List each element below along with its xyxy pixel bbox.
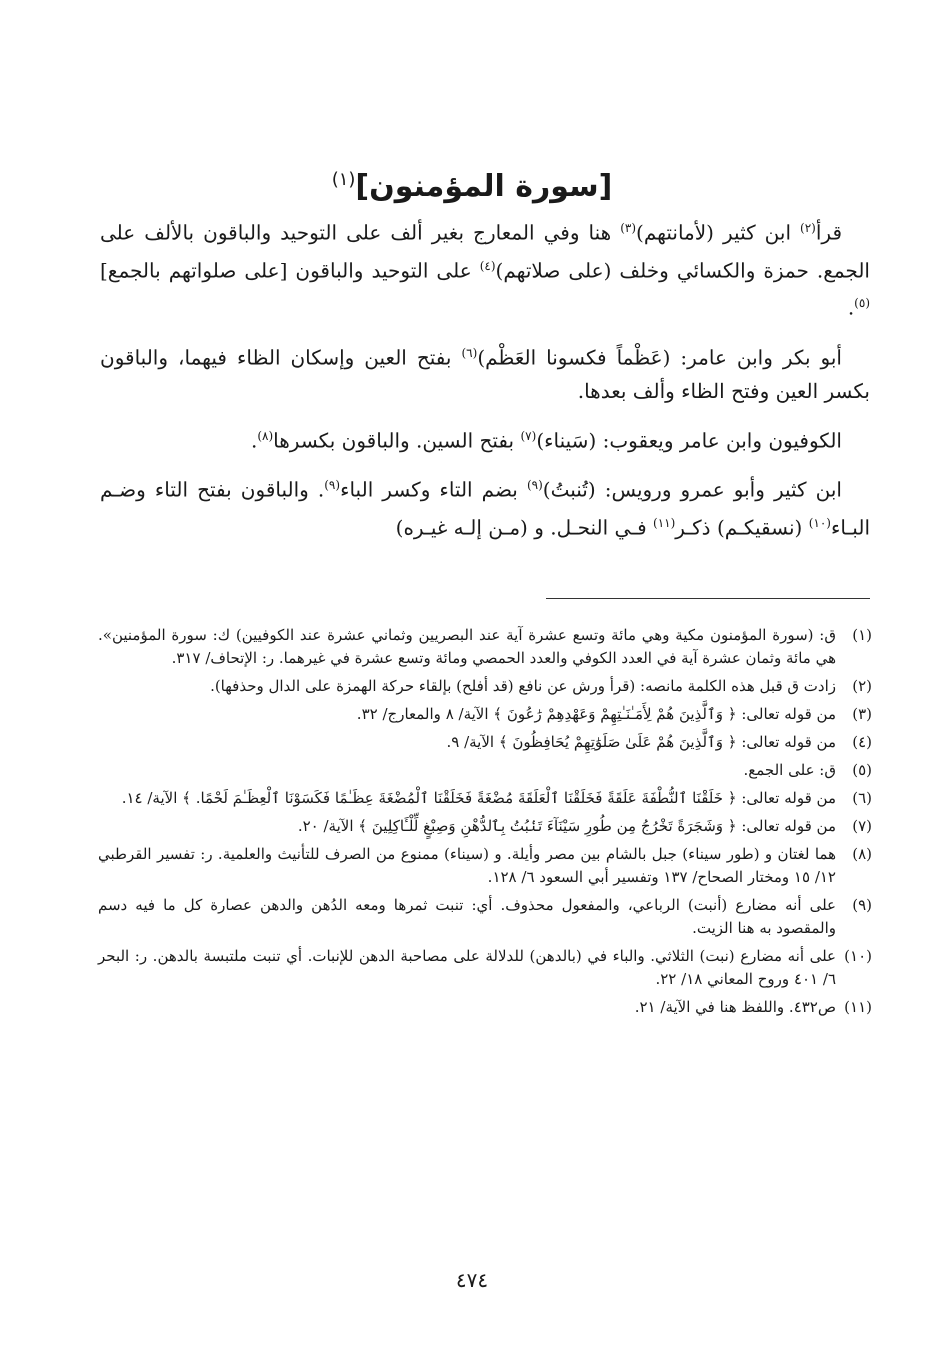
footnote-number: (٤): [852, 733, 872, 751]
footnote-number: (٢): [852, 677, 872, 695]
footnote: [98, 815, 872, 838]
footnote-ref: (٦): [461, 345, 478, 360]
footnote-number: (٣): [852, 705, 872, 723]
text-run: ابن كثير وأبو عمرو ورويس: (تُنبتُ): [542, 477, 842, 502]
footnote: [98, 759, 872, 782]
footnote-ref: (١): [331, 169, 356, 190]
footnote-number: (١١): [844, 998, 872, 1016]
footnote-text: من قوله تعالى: ﴿ وَشَجَرَةً تَخْرُجُ مِن طُورِ سَيْنَآءَ تَنۢبُتُ بِٱلدُّهْنِ وَصِبْغٍ لِّلْـَٔاكِلِينَ ﴾ الآية/ ٢٠.: [297, 817, 836, 835]
footnote: [98, 843, 872, 889]
text-run: على التوحيد والباقون [على صلواتهم بالجمع]: [100, 258, 480, 283]
footnote-number: (٦): [852, 789, 872, 807]
footnote-number: (٧): [852, 817, 872, 835]
paragraph-1: [100, 212, 870, 325]
text-run: أبو بكر وابن عامر: (عَظْماً فكسونا العَظْم): [477, 345, 842, 370]
surah-title-text: [سورة المؤمنون]: [355, 169, 613, 204]
footnote-text: هما لغتان و (طور سيناء) جبل بالشام بين مصر وأيلة. و (سيناء) ممنوع من الصرف للتأنيث والعلمية. ر: تفسير القرطبي ١٢/ ١٥ ومختار الصحاح/ ١٣٧ وتفسير أبي السعود ٦/ ١٢٨.: [98, 845, 836, 886]
footnote-ref: (٩): [526, 478, 543, 493]
text-run: فـي النحـل. و (مـن إلـه غيـره): [395, 515, 653, 540]
text-run: . والباقون بفتح التاء وضـم البـاء: [100, 477, 870, 540]
footnote: [98, 703, 872, 726]
footnote-number: (٨): [852, 845, 872, 863]
footnote-ref: (١٠): [808, 515, 831, 530]
page-number: ٤٧٤: [455, 1268, 489, 1292]
footnote-number: (١): [852, 626, 872, 644]
text-run: .: [847, 295, 855, 320]
footnote: [98, 996, 872, 1019]
footnote-text: من قوله تعالى: ﴿ وَٱلَّذِينَ هُمْ عَلَىٰ صَلَوَٰتِهِمْ يُحَافِظُونَ ﴾ الآية/ ٩.: [446, 733, 836, 751]
footnote-ref: (٩): [324, 478, 341, 493]
footnote-text: ق: على الجمع.: [743, 761, 836, 779]
paragraph-3: [100, 420, 870, 458]
footnote-text: على أنه مضارع (نبت) الثلاثي. والباء في (بالدهن) للدلالة على مصاحبة الدهن للإنبات. أي تنبت ملتبسة بالدهن. ر: البحر ٦/ ٤٠١ وروح المعاني ١٨/ ٢٢.: [98, 947, 836, 988]
footnote-ref: (٧): [520, 428, 537, 443]
text-run: هنا وفي المعارج بغير ألف على التوحيد والباقون بالألف على الجمع. حمزة والكسائي وخلف (على صلاتهم): [100, 220, 870, 283]
text-run: بفتح العين وإسكان الظاء فيهما، والباقون بكسر العين وفتح الظاء وألف بعدها.: [100, 345, 870, 403]
footnote: [98, 675, 872, 698]
footnote-ref: (٥): [854, 296, 870, 311]
footnote-ref: (٣): [620, 221, 637, 235]
text-run: .: [250, 428, 258, 453]
footnote-number: (٥): [852, 761, 872, 779]
paragraph-2: [100, 337, 870, 408]
surah-title: [0, 150, 944, 217]
footnote-ref: (٢): [800, 221, 816, 235]
footnote-text: زادت ق قبل هذه الكلمة مانصه: (قرأ ورش عن نافع (قد أفلح) بإلقاء حركة الهمزة على الدال وحذفها).: [210, 677, 836, 695]
text-run: الكوفيون وابن عامر ويعقوب: (سَيناء): [536, 428, 842, 453]
footnote-text: من قوله تعالى: ﴿ خَلَقْنَا ٱلنُّطْفَةَ عَلَقَةً فَخَلَقْنَا ٱلْعَلَقَةَ مُضْغَةً فَخَلَقْنَا ٱلْمُضْغَةَ عِظَـٰمًا فَكَسَوْنَا ٱلْعِظَـٰمَ لَحْمًا. ﴾ الآية/ ١٤.: [121, 789, 836, 807]
text-run: بضم التاء وكسر الباء: [340, 477, 527, 502]
footnotes: [98, 624, 872, 1024]
footnote-ref: (٨): [257, 428, 274, 443]
paragraph-4: [100, 469, 870, 544]
footnote-text: على أنه مضارع (أنبت) الرباعي، والمفعول محذوف. أي: تنبت ثمرها ومعه الدُهن والدهن عصارة كل ما فيه دسم والمقصود به هنا الزيت.: [98, 896, 836, 937]
text-run: (نسقيكـم) ذكـر: [675, 515, 809, 540]
text-run: قرأ: [815, 220, 843, 245]
main-text: [100, 212, 870, 545]
footnote: [98, 945, 872, 991]
text-run: بفتح السين. والباقون بكسرها: [273, 428, 521, 453]
footnote-number: (٩): [852, 896, 872, 914]
footnote-ref: (٤): [479, 258, 496, 273]
footnote-text: من قوله تعالى: ﴿ وَٱلَّذِينَ هُمْ لِأَمَـٰنَـٰتِهِمْ وَعَهْدِهِمْ رَٰعُونَ ﴾ الآية/ ٨ والمعارج/ ٣٢.: [356, 705, 836, 723]
text-run: ابن كثير (لأمانتهم): [636, 220, 801, 245]
footnote: [98, 787, 872, 810]
footnote-divider: [546, 598, 870, 599]
footnote-text: ق: (سورة المؤمنون مكية وهي مائة وتسع عشرة آية عند البصريين وثماني عشرة عند الكوفيين) ك: سورة المؤمنين». هي مائة وثمان عشرة آية في العدد الكوفي والعدد الحمصي ومائة وتسع عشرة في غيرهما. ر: الإتحاف/ ٣١٧.: [98, 626, 836, 667]
footnote: [98, 624, 872, 670]
footnote-ref: (١١): [653, 515, 676, 530]
footnote-text: ص٤٣٢. واللفظ هنا في الآية/ ٢١.: [634, 998, 836, 1016]
footnote: [98, 731, 872, 754]
footnote-number: (١٠): [844, 947, 872, 965]
footnote: [98, 894, 872, 940]
